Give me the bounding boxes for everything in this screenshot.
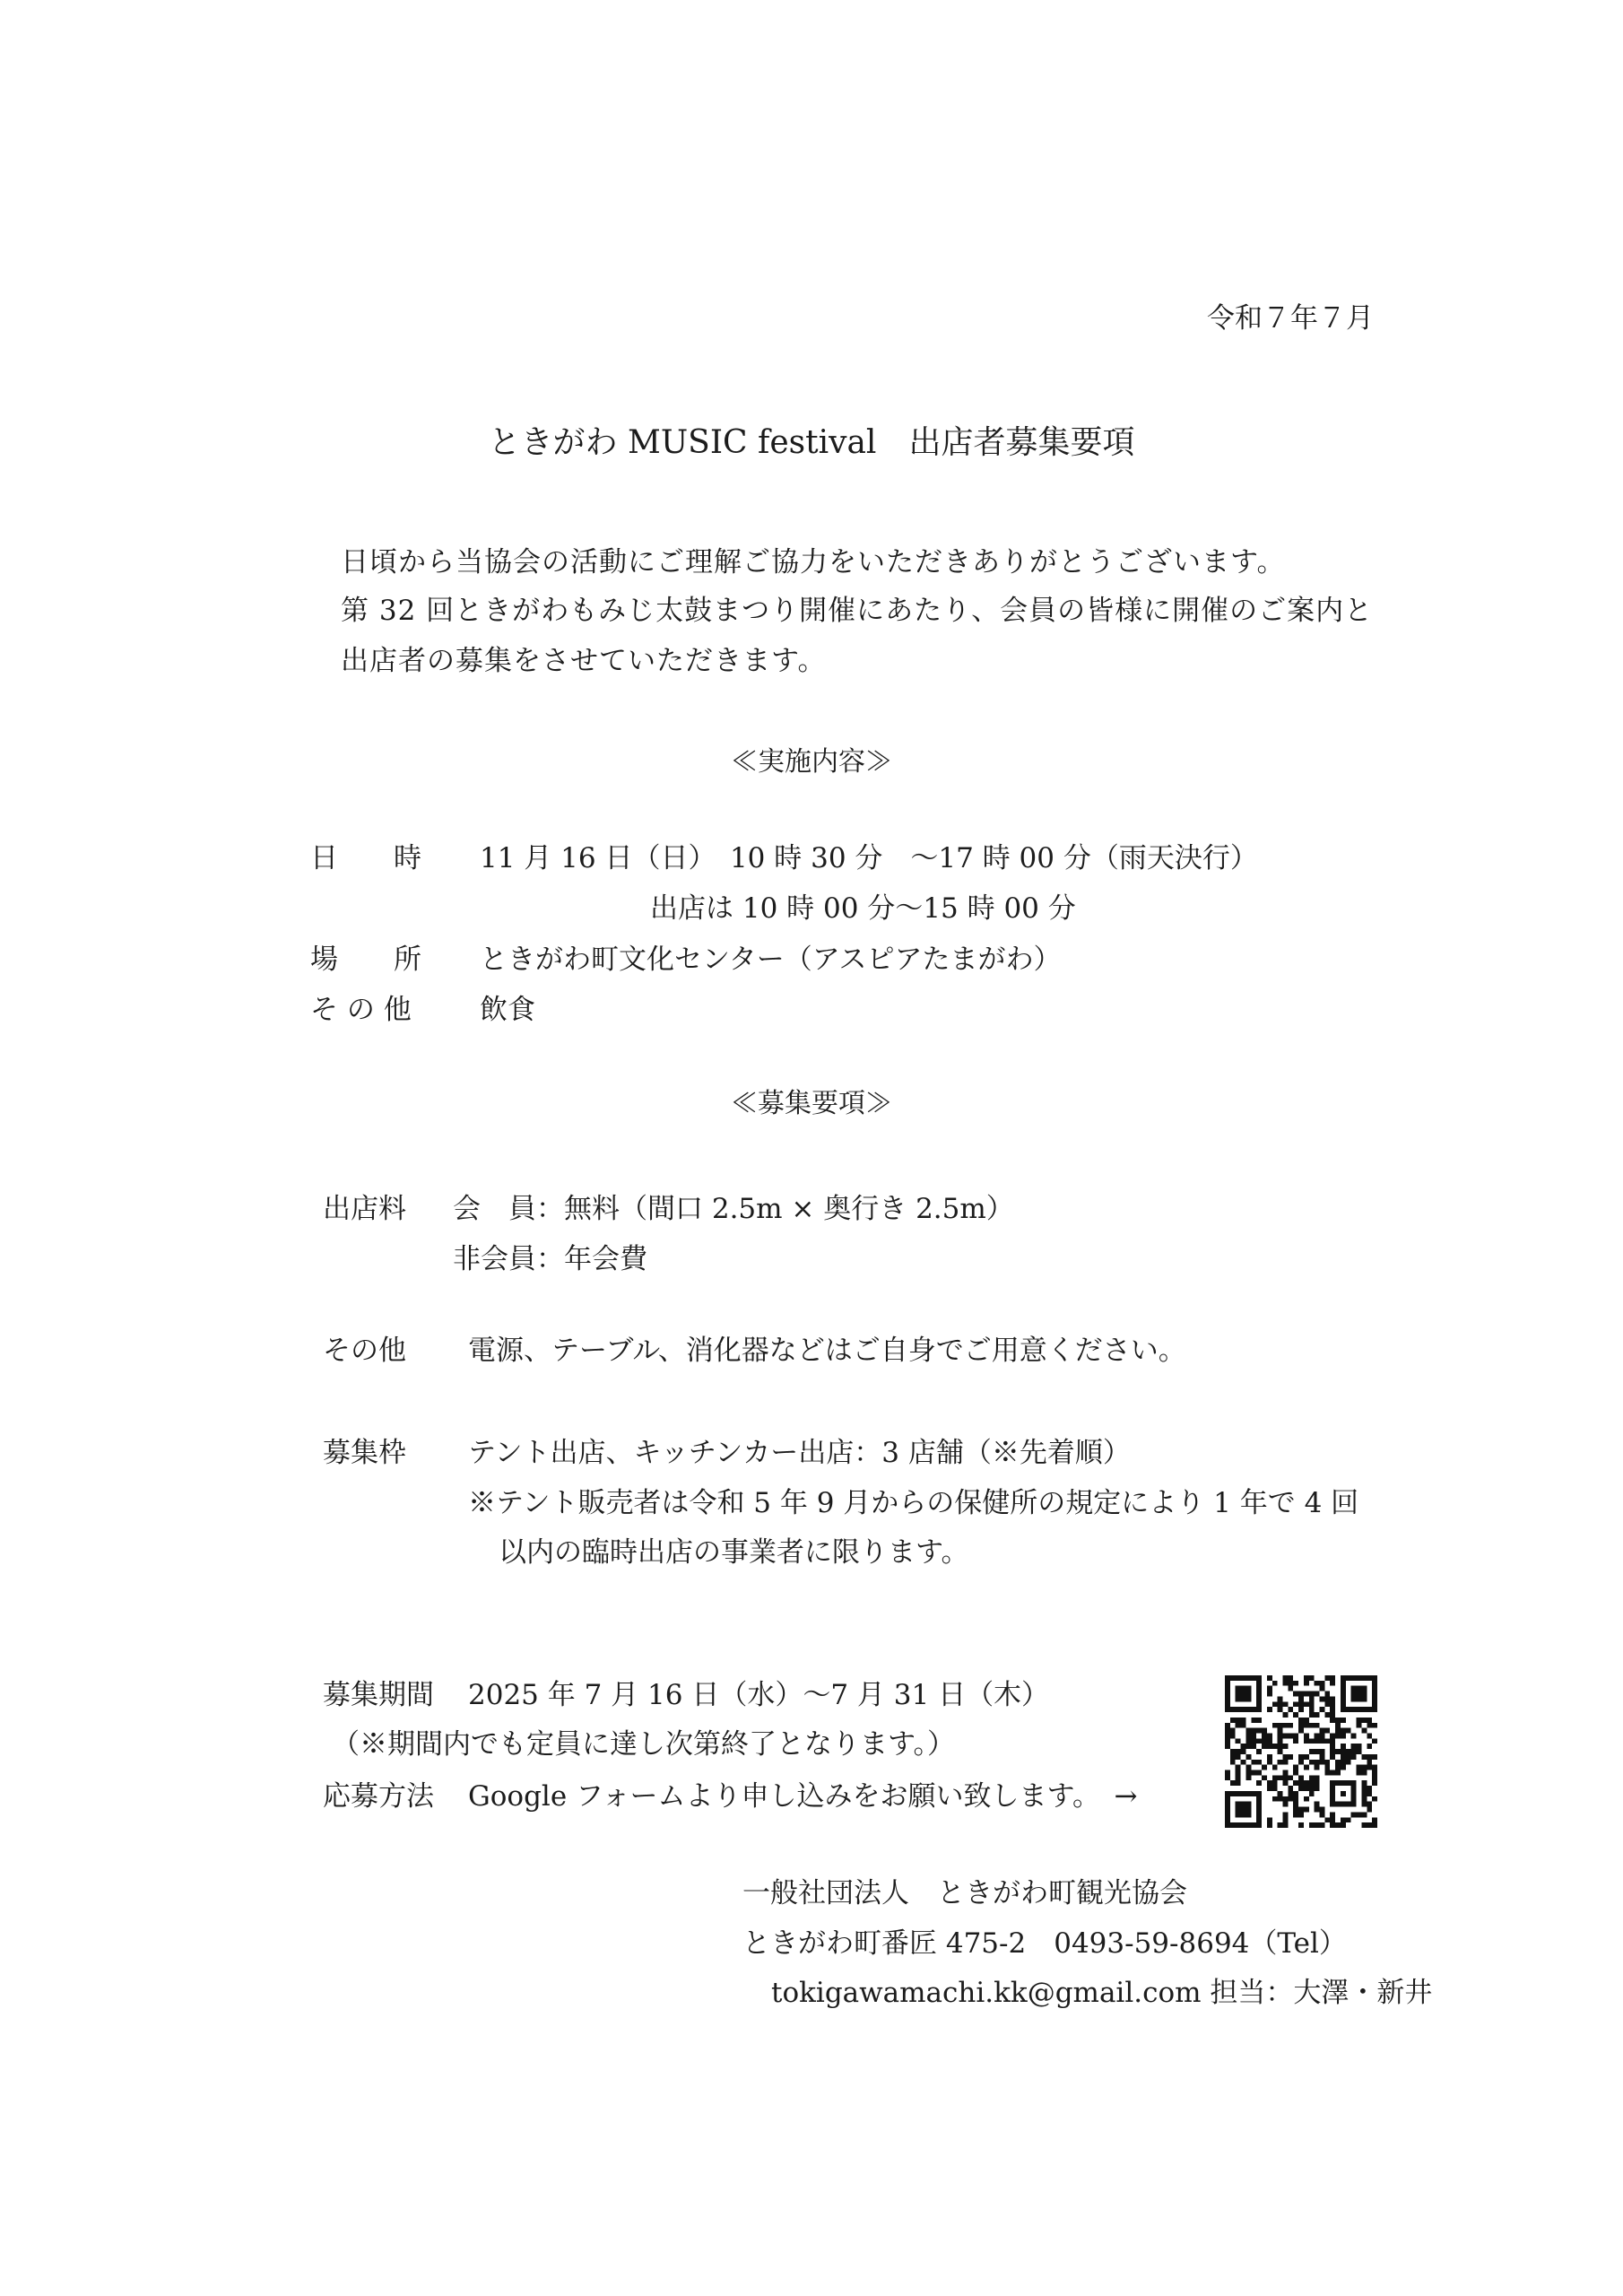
value-fee-member: 会 員：無料（間口 2.5m × 奥行き 2.5m） — [453, 1193, 1014, 1225]
intro-line-3: 出店者の募集をさせていただきます。 — [341, 645, 827, 677]
qr-code-icon[interactable] — [1225, 1675, 1377, 1828]
value-shop-hours: 出店は 10 時 00 分～15 時 00 分 — [650, 892, 1076, 925]
value-slots: テント出店、キッチンカー出店：3 店舗（※先着順） — [468, 1437, 1131, 1469]
intro-line-2: 第 32 回ときがわもみじ太鼓まつり開催にあたり、会員の皆様に開催のご案内と — [341, 595, 1374, 627]
label-other: そ の 他 — [310, 994, 412, 1026]
slots-note-2: 以内の臨時出店の事業者に限ります。 — [499, 1536, 969, 1569]
value-method: Google フォームより申し込みをお願い致します。 → — [468, 1780, 1138, 1813]
label-period: 募集期間 — [323, 1679, 434, 1711]
section-heading-details: ≪実施内容≫ — [731, 746, 892, 778]
organizer-contact: tokigawamachi.kk@gmail.com 担当：大澤・新井 — [771, 1977, 1433, 2009]
value-other: 飲食 — [480, 994, 535, 1026]
value-fee-nonmember: 非会員：年会費 — [453, 1243, 647, 1275]
label-other-req: その他 — [323, 1335, 406, 1367]
value-datetime: 11 月 16 日（日） 10 時 30 分 ～17 時 00 分（雨天決行） — [480, 842, 1258, 874]
document-title: ときがわ MUSIC festival 出店者募集要項 — [488, 424, 1135, 461]
period-note: （※期間内でも定員に達し次第終了となります。） — [332, 1728, 956, 1761]
slots-note-1: ※テント販売者は令和 5 年 9 月からの保健所の規定により 1 年で 4 回 — [468, 1487, 1359, 1519]
organizer-name: 一般社団法人 ときがわ町観光協会 — [742, 1877, 1187, 1909]
intro-line-1: 日頃から当協会の活動にご理解ご協力をいただきありがとうございます。 — [341, 546, 1286, 578]
label-slots: 募集枠 — [323, 1437, 406, 1469]
label-fee: 出店料 — [323, 1193, 406, 1225]
label-datetime: 日 時 — [310, 842, 421, 874]
value-venue: ときがわ町文化センター（アスピアたまがわ） — [480, 944, 1062, 976]
label-venue: 場 所 — [310, 944, 421, 976]
issue-date: 令和７年７月 — [1207, 302, 1374, 335]
value-period: 2025 年 7 月 16 日（水）～7 月 31 日（木） — [468, 1679, 1050, 1711]
value-other-req: 電源、テーブル、消化器などはご自身でご用意ください。 — [468, 1335, 1186, 1367]
section-heading-requirements: ≪募集要項≫ — [731, 1088, 892, 1119]
label-method: 応募方法 — [323, 1780, 434, 1813]
organizer-address: ときがわ町番匠 475-2 0493-59-8694（Tel） — [742, 1927, 1347, 1960]
